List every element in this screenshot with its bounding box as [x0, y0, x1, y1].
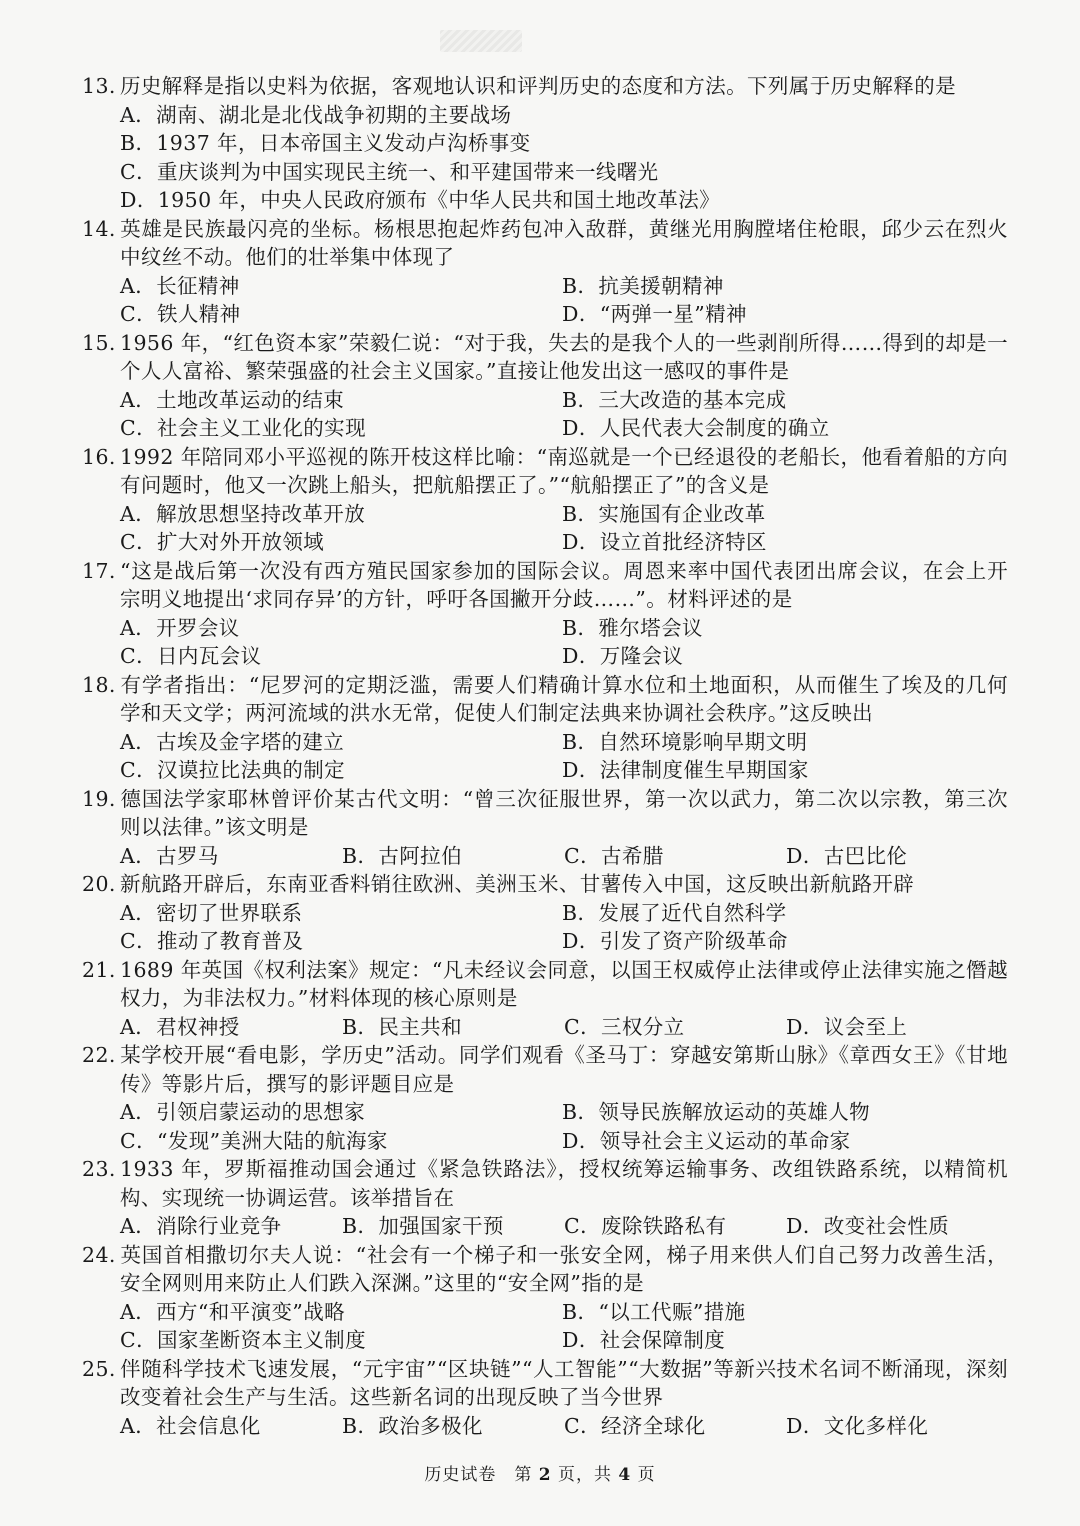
question-number: 22.: [82, 1043, 116, 1067]
question-stem: [82, 557, 1008, 614]
option-c: C．扩大对外开放领域: [120, 530, 325, 554]
question-16: [82, 443, 1008, 557]
question-stem: [82, 671, 1008, 728]
option-b: B．领导民族解放运动的英雄人物: [562, 1100, 871, 1124]
footer-prefix: 历史试卷 第: [424, 1465, 539, 1485]
question-text: 英国首相撒切尔夫人说：“社会有一个梯子和一张安全网，梯子用来供人们自己努力改善生活，安全网则用来防止人们跌入深渊。”这里的“安全网”指的是: [120, 1242, 1008, 1295]
question-text: 伴随科学技术飞速发展，“元宇宙”“区块链”“人工智能”“大数据”等新兴技术名词不断涌现，深刻改变着社会生产与生活。这些新名词的出现反映了当今世界: [120, 1356, 1008, 1409]
question-14: [82, 215, 1008, 329]
option-list: [82, 500, 1008, 557]
question-25: [82, 1355, 1008, 1441]
question-number: 23.: [82, 1157, 116, 1181]
question-stem: [82, 785, 1008, 842]
option-d: D．社会保障制度: [562, 1328, 726, 1352]
option-d: D．领导社会主义运动的革命家: [562, 1128, 851, 1153]
question-15: [82, 329, 1008, 443]
question-text: “这是战后第一次没有西方殖民国家参加的国际会议。周恩来率中国代表团出席会议，在会上开宗明义地提出‘求同存异’的方针，呼吁各国撇开分歧……”。材料评述的是: [120, 558, 1008, 611]
option-list: [82, 101, 1008, 215]
option-b: B．发展了近代自然科学: [562, 900, 787, 925]
option-d: D．引发了资产阶级革命: [562, 929, 788, 953]
option-c: C．铁人精神: [120, 302, 241, 326]
option-a: A．长征精神: [120, 273, 240, 298]
option-a: A．君权神授: [120, 1014, 240, 1039]
question-number: 16.: [82, 444, 116, 469]
option-list: [82, 1013, 1008, 1042]
option-d: D．设立首批经济特区: [562, 530, 767, 554]
footer-page-number: 2: [538, 1465, 552, 1485]
option-list: [82, 1298, 1008, 1355]
question-text: 有学者指出：“尼罗河的定期泛滥，需要人们精确计算水位和土地面积，从而催生了埃及的几何学和天文学；两河流域的洪水无常，促使人们制定法典来协调社会秩序。”这反映出: [120, 672, 1008, 725]
question-stem: [82, 329, 1008, 386]
question-number: 21.: [82, 957, 116, 982]
footer-total-pages: 4: [618, 1465, 632, 1485]
question-20: [82, 870, 1008, 956]
option-b: B．政治多极化: [342, 1413, 483, 1438]
option-d: D．议会至上: [786, 1014, 908, 1039]
option-c: C．经济全球化: [564, 1413, 706, 1438]
option-b: B．古阿拉伯: [342, 843, 462, 868]
option-d: D．法律制度催生早期国家: [562, 758, 809, 782]
option-d: D．古巴比伦: [786, 843, 908, 868]
question-stem: [82, 956, 1008, 1013]
option-b: B．三大改造的基本完成: [562, 387, 787, 412]
option-c: C．日内瓦会议: [120, 644, 262, 668]
question-18: [82, 671, 1008, 785]
option-c: C．重庆谈判为中国实现民主统一、和平建国带来一线曙光: [120, 159, 659, 184]
option-list: [82, 728, 1008, 785]
question-text: 德国法学家耶林曾评价某古代文明：“曾三次征服世界，第一次以武力，第二次以宗教，第三次则以法律。”该文明是: [120, 786, 1008, 839]
footer-middle: 页，共: [551, 1465, 619, 1485]
option-list: [82, 614, 1008, 671]
question-text: 1689 年英国《权利法案》规定：“凡未经议会同意，以国王权威停止法律或停止法律实施之僭越权力，为非法权力。”材料体现的核心原则是: [120, 957, 1008, 1010]
question-13: [82, 72, 1008, 215]
footer-suffix: 页: [631, 1465, 656, 1485]
option-b: B．实施国有企业改革: [562, 501, 766, 526]
option-c: C．三权分立: [564, 1014, 685, 1039]
option-list: [82, 899, 1008, 956]
option-c: C．废除铁路私有: [564, 1214, 727, 1238]
question-number: 18.: [82, 672, 116, 697]
question-number: 14.: [82, 216, 116, 241]
option-a: A．古埃及金字塔的建立: [120, 729, 345, 754]
question-stem: [82, 1155, 1008, 1212]
question-stem: [82, 72, 1008, 101]
question-number: 13.: [82, 74, 116, 98]
option-d: D．改变社会性质: [786, 1214, 950, 1238]
option-a: A．开罗会议: [120, 615, 240, 640]
option-d: D．万隆会议: [562, 644, 684, 668]
question-number: 19.: [82, 786, 116, 811]
option-list: [82, 1212, 1008, 1241]
question-number: 24.: [82, 1242, 116, 1267]
question-stem: [82, 870, 1008, 899]
question-text: 1933 年，罗斯福推动国会通过《紧急铁路法》，授权统筹运输事务、改组铁路系统，以精简机构、实现统一协调运营。该举措旨在: [120, 1157, 1008, 1210]
option-d: D．“两弹一星”精神: [562, 302, 747, 326]
option-a: A．消除行业竞争: [120, 1214, 282, 1238]
question-number: 20.: [82, 872, 116, 896]
option-b: B．雅尔塔会议: [562, 615, 703, 640]
question-text: 某学校开展“看电影，学历史”活动。同学们观看《圣马丁：穿越安第斯山脉》《章西女王》《甘地传》等影片后，撰写的影评题目应是: [120, 1043, 1008, 1096]
option-a: A．引领启蒙运动的思想家: [120, 1100, 366, 1124]
option-a: A．土地改革运动的结束: [120, 387, 345, 412]
option-list: [82, 1412, 1008, 1441]
question-text: 新航路开辟后，东南亚香料销往欧洲、美洲玉米、甘薯传入中国，这反映出新航路开辟: [120, 872, 915, 896]
option-d: D．人民代表大会制度的确立: [562, 416, 830, 440]
option-a: A．古罗马: [120, 843, 219, 868]
question-text: 1956 年，“红色资本家”荣毅仁说：“对于我，失去的是我个人的一些剥削所得……得到的却是一个人人富裕、繁荣强盛的社会主义国家。”直接让他发出这一感叹的事件是: [120, 330, 1008, 383]
question-17: [82, 557, 1008, 671]
option-c: C．汉谟拉比法典的制定: [120, 758, 346, 782]
option-b: B．抗美援朝精神: [562, 273, 724, 298]
question-24: [82, 1241, 1008, 1355]
question-text: 1992 年陪同邓小平巡视的陈开枝这样比喻：“南巡就是一个已经退役的老船长，他看着船的方向有问题时，他又一次跳上船头，把航船摆正了。”“航船摆正了”的含义是: [120, 444, 1008, 497]
option-c: C．国家垄断资本主义制度: [120, 1328, 366, 1352]
option-list: [82, 1098, 1008, 1155]
question-stem: [82, 443, 1008, 500]
option-list: [82, 842, 1008, 871]
question-stem: [82, 1355, 1008, 1412]
question-number: 17.: [82, 558, 116, 583]
option-b: B．民主共和: [342, 1014, 462, 1039]
question-text: 英雄是民族最闪亮的坐标。杨根思抱起炸药包冲入敌群，黄继光用胸膛堵住枪眼，邱少云在烈火中纹丝不动。他们的壮举集中体现了: [120, 216, 1008, 269]
option-c: C．“发现”美洲大陆的航海家: [120, 1128, 388, 1153]
page-footer: [0, 1460, 1080, 1485]
option-list: [82, 272, 1008, 329]
question-number: 15.: [82, 330, 116, 355]
scan-smudge: [440, 30, 522, 52]
option-c: C．古希腊: [564, 843, 664, 868]
question-text: 历史解释是指以史料为依据，客观地认识和评判历史的态度和方法。下列属于历史解释的是: [120, 74, 956, 98]
option-a: A．密切了世界联系: [120, 900, 303, 925]
option-d: D．文化多样化: [786, 1413, 929, 1438]
option-b: B．自然环境影响早期文明: [562, 729, 808, 754]
option-list: [82, 386, 1008, 443]
question-19: [82, 785, 1008, 871]
question-23: [82, 1155, 1008, 1241]
question-stem: [82, 1241, 1008, 1298]
question-22: [82, 1041, 1008, 1155]
option-c: C．推动了教育普及: [120, 929, 304, 953]
question-stem: [82, 215, 1008, 272]
option-b: B．“以工代赈”措施: [562, 1299, 746, 1324]
question-number: 25.: [82, 1356, 116, 1381]
option-c: C．社会主义工业化的实现: [120, 416, 366, 440]
question-list: [82, 72, 1008, 1440]
option-b: B．加强国家干预: [342, 1214, 504, 1238]
option-a: A．西方“和平演变”战略: [120, 1299, 346, 1324]
option-a: A．社会信息化: [120, 1413, 261, 1438]
option-a: A．湖南、湖北是北伐战争初期的主要战场: [120, 102, 512, 127]
option-d: D．1950 年，中央人民政府颁布《中华人民共和国土地改革法》: [120, 188, 721, 212]
option-b: B．1937 年，日本帝国主义发动卢沟桥事变: [120, 131, 531, 155]
question-21: [82, 956, 1008, 1042]
option-a: A．解放思想坚持改革开放: [120, 501, 366, 526]
question-stem: [82, 1041, 1008, 1098]
